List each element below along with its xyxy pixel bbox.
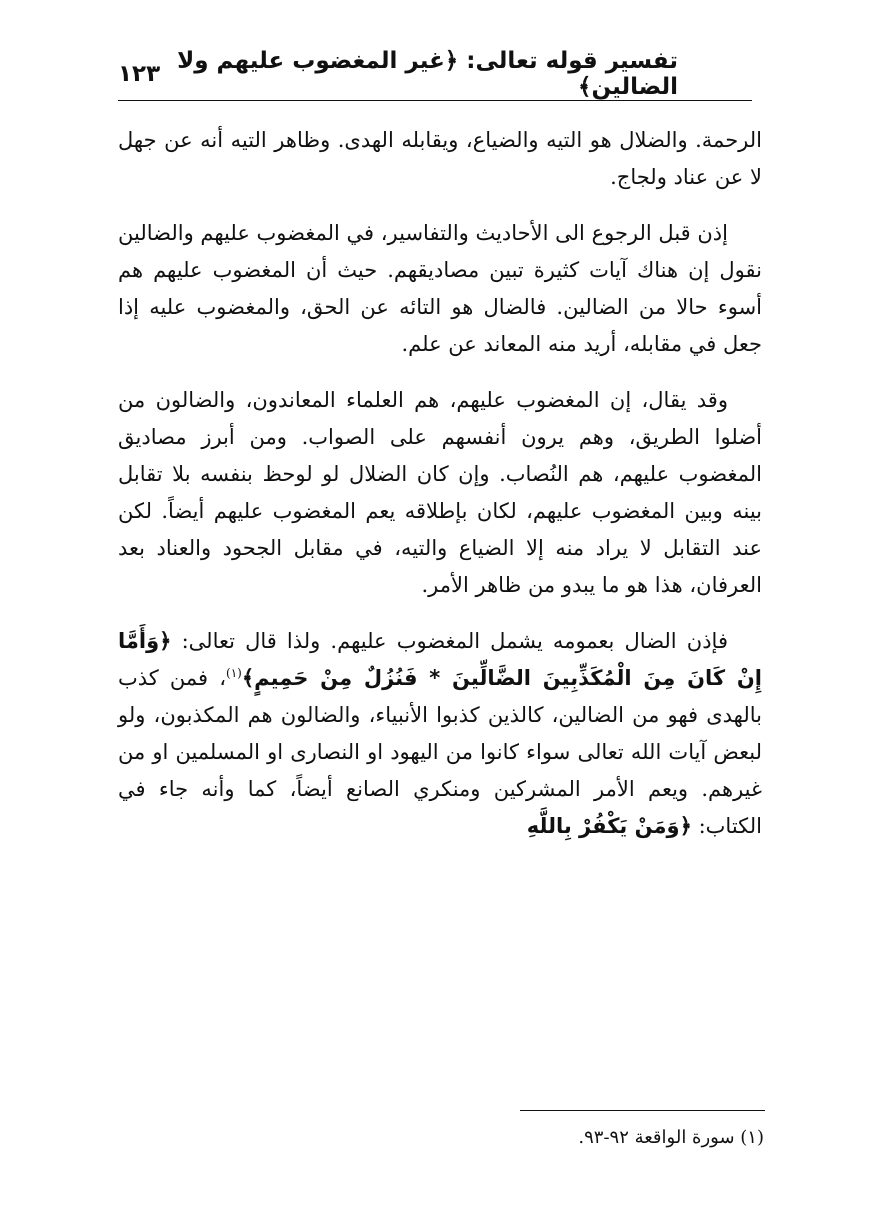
- footnote: (١) سورة الواقعة ٩٢-٩٣.: [578, 1127, 764, 1148]
- paragraph-2: إذن قبل الرجوع الى الأحاديث والتفاسير، في المغضوب عليهم والضالين نقول إن هناك آيات كثيرة تبين مصاديقهم. حيث أن المغضوب عليهم هم أسوء حالا من الضالين. فالضال هو التائه عن الحق، والمغضوب عليه إذا جعل في مقابله، أريد منه المعاند عن علم.: [118, 221, 762, 356]
- paragraph-3: وقد يقال، إن المغضوب عليهم، هم العلماء المعاندون، والضالون من أضلوا الطريق، وهم يرون أنفسهم على الصواب. ومن أبرز مصاديق المغضوب عليهم، هم النُصاب. وإن كان الضلال لو لوحظ بنفسه بلا تقابل بينه وبين المغضوب عليهم، لكان بإطلاقه يعم المغضوب عليهم أيضاً. لكن عند التقابل لا يراد منه إلا الضياع والتيه، في مقابل الجحود والعناد بعد العرفان، هذا هو ما يبدو من ظاهر الأمر.: [118, 388, 762, 597]
- page-number: ١٢٣: [118, 61, 161, 87]
- footnote-reference[interactable]: (١): [226, 666, 242, 680]
- footnote-rule: [520, 1110, 765, 1111]
- header-rule: [118, 100, 752, 101]
- paragraph-1: الرحمة. والضلال هو التيه والضياع، ويقابله الهدى. وظاهر التيه أنه عن جهل لا عن عناد ولجاج.: [118, 128, 762, 189]
- paragraph-4-middle: ، فمن كذب بالهدى فهو من الضالين، كالذين كذبوا الأنبياء، والضالون هم المكذبون، ولو لبعض آيات الله تعالى سواء كانوا من اليهود او النصارى او المسلمين او من غيرهم. ويعم الأمر المشركين ومنكري الصانع أيضاً، كما وأنه جاء في الكتاب:: [118, 666, 762, 838]
- quran-verse-1: ﴿وَأَمَّا إِنْ كَانَ مِنَ الْمُكَذِّبِينَ الضَّالِّينَ * فَنُزُلٌ مِنْ حَمِيمٍ﴾: [118, 629, 762, 690]
- quran-verse-2: ﴿وَمَنْ يَكْفُرْ بِاللَّهِ: [526, 814, 692, 838]
- body-text: [118, 122, 762, 864]
- paragraph-4-intro: فإذن الضال بعمومه يشمل المغضوب عليهم. ولذا قال تعالى:: [181, 629, 728, 653]
- paragraph-4: [118, 623, 762, 845]
- page-header: [118, 44, 678, 104]
- running-title: تفسير قوله تعالى: ﴿غير المغضوب عليهم ولا الضالين﴾: [177, 48, 678, 100]
